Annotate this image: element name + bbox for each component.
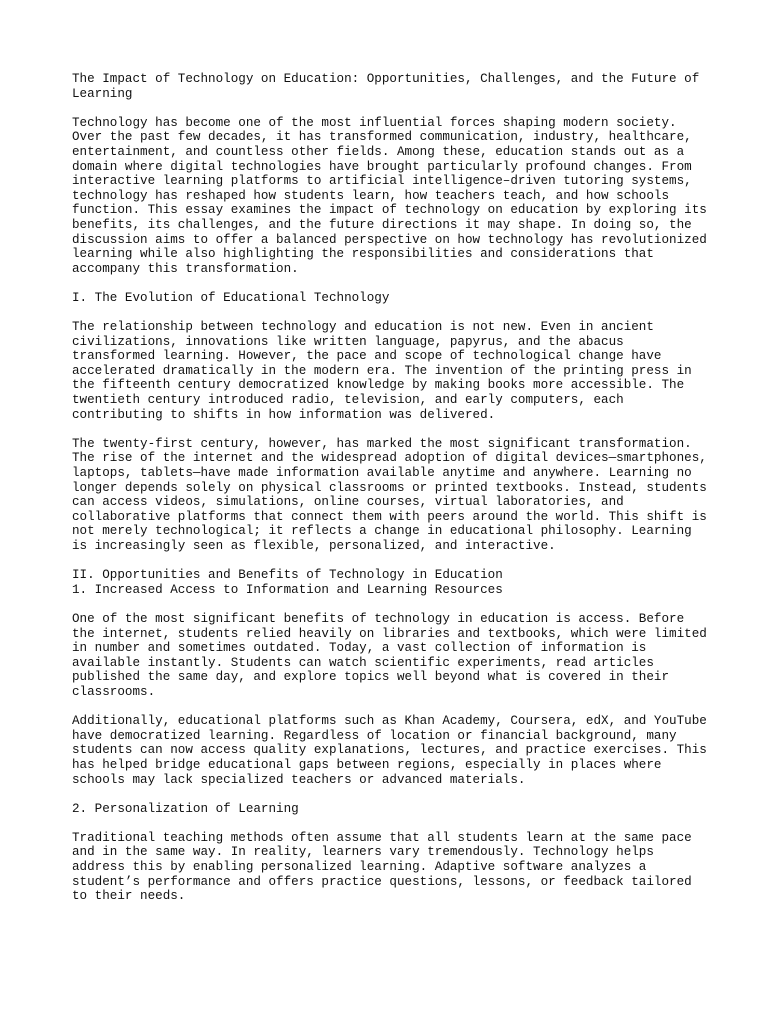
section-2-heading-group (72, 568, 712, 597)
subsection-1-paragraph-1: One of the most significant benefits of technology in education is access. Before the internet, students relied heavily on libraries and textbooks, which were limited in number and sometimes outdated. Today, a vast collection of information is available instantly. Students can watch scientific experiments, read articles published the same day, and explore topics well beyond what is covered in their classrooms. (72, 611, 707, 699)
subsection-1-heading: 1. Increased Access to Information and Learning Resources (72, 582, 503, 597)
document-page (72, 72, 712, 918)
section-1-paragraph-2: The twenty-first century, however, has marked the most significant transformation. The rise of the internet and the widespread adoption of digital devices—smartphones, laptops, tablets—have made information available anytime and anywhere. Learning no longer depends solely on physical classrooms or printed textbooks. Instead, students can access videos, simulations, online courses, virtual laboratories, and collaborative platforms that connect them with peers around the world. This shift is not merely technological; it reflects a change in educational philosophy. Learning is increasingly seen as flexible, personalized, and interactive. (72, 436, 707, 553)
section-1-heading: I. The Evolution of Educational Technology (72, 290, 390, 305)
subsection-2-heading: 2. Personalization of Learning (72, 801, 299, 816)
document-title: The Impact of Technology on Education: Opportunities, Challenges, and the Future of Learning (72, 72, 700, 101)
section-1-paragraph-1: The relationship between technology and education is not new. Even in ancient civilizations, innovations like written language, papyrus, and the abacus transformed learning. However, the pace and scope of technological change have accelerated dramatically in the modern era. The invention of the printing press in the fifteenth century democratized knowledge by making books more accessible. The twentieth century introduced radio, television, and early computers, each contributing to shifts in how information was delivered. (72, 320, 692, 422)
subsection-2-paragraph-1: Traditional teaching methods often assume that all students learn at the same pace and in the same way. In reality, learners vary tremendously. Technology helps address this by enabling personalized learning. Adaptive software analyzes a student’s performance and offers practice questions, lessons, or feedback tailored to their needs. (72, 830, 692, 904)
section-2-heading: II. Opportunities and Benefits of Technology in Education (72, 568, 503, 583)
intro-paragraph: Technology has become one of the most influential forces shaping modern society. Over the past few decades, it has transformed communication, industry, healthcare, entertainment, and countless other fields. Among these, education stands out as a domain where digital technologies have brought particularly profound changes. From interactive learning platforms to artificial intelligence–driven tutoring systems, technology has reshaped how students learn, how teachers teach, and how schools function. This essay examines the impact of technology on education by exploring its benefits, its challenges, and the future directions it may shape. In doing so, the discussion aims to offer a balanced perspective on how technology has revolutionized learning while also highlighting the responsibilities and considerations that accompany this transformation. (72, 115, 707, 276)
subsection-1-paragraph-2: Additionally, educational platforms such as Khan Academy, Coursera, edX, and YouTube have democratized learning. Regardless of location or financial background, many students can now access quality explanations, lectures, and practice exercises. This has helped bridge educational gaps between regions, especially in places where schools may lack specialized teachers or advanced materials. (72, 714, 707, 787)
